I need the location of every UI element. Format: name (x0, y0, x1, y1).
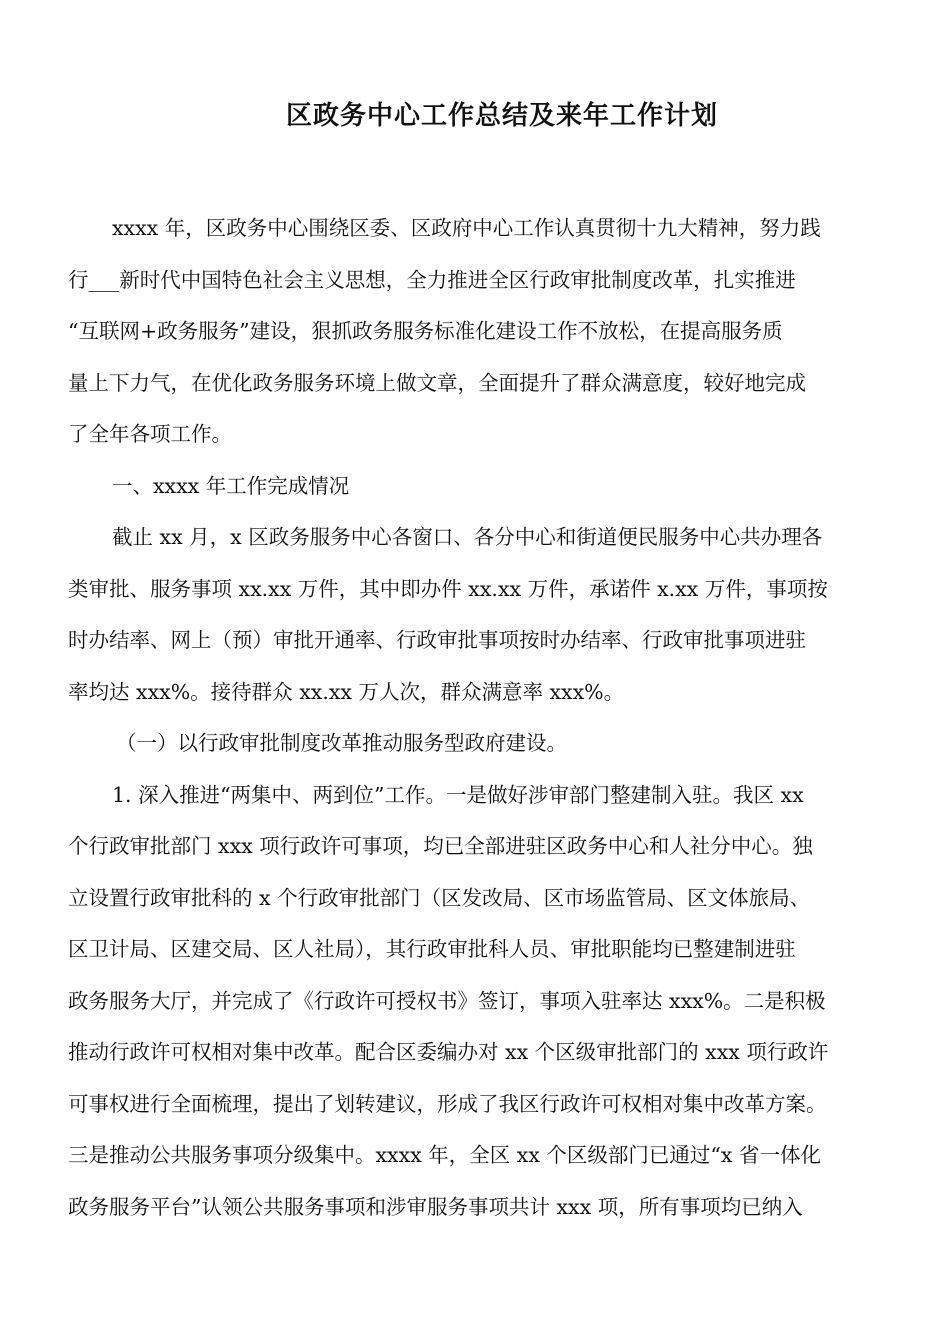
document-title: 区政务中心工作总结及来年工作计划 (285, 101, 718, 131)
paragraph-line: 立设置行政审批科的 x 个行政审批部门（区发改局、区市场监管局、区文体旅局、 (68, 885, 811, 910)
paragraph-line: 1. 深入推进“两集中、两到位”工作。一是做好涉审部门整建制入驻。我区 xx (112, 782, 804, 807)
paragraph-line: 了全年各项工作。 (68, 422, 232, 446)
paragraph-line: 个行政审批部门 xxx 项行政许可事项，均已全部进驻区政务中心和人社分中心。独 (68, 834, 813, 858)
paragraph-line: 可事权进行全面梳理，提出了划转建议，形成了我区行政许可权相对集中改革方案。 (68, 1091, 827, 1116)
paragraph-line: “互联网+政务服务”建设，狠抓政务服务标准化建设工作不放松，在提高服务质 (68, 319, 783, 343)
paragraph-line: 推动行政许可权相对集中改革。配合区委编办对 xx 个区级审批部门的 xxx 项行政许 (68, 1040, 829, 1064)
paragraph-line: 量上下力气，在优化政务服务环境上做文章，全面提升了群众满意度，较好地完成 (68, 370, 806, 395)
paragraph-line: xxxx 年，区政务中心围绕区委、区政府中心工作认真贯彻十九大精神，努力践 (112, 216, 821, 240)
paragraph-line: 政务服务平台”认领公共服务事项和涉审服务事项共计 xxx 项，所有事项均已纳入 (68, 1194, 803, 1219)
paragraph-line: 区卫计局、区建交局、区人社局），其行政审批科人员、审批职能均已整建制进驻 (68, 937, 796, 961)
paragraph-line: 政务服务大厅，并完成了《行政许可授权书》签订，事项入驻率达 xxx%。二是积极 (68, 988, 826, 1013)
paragraph-line: 类审批、服务事项 xx.xx 万件，其中即办件 xx.xx 万件，承诺件 x.xx 万件，事项按 (68, 576, 828, 601)
document-body (68, 207, 888, 1237)
section-heading: 一、xxxx 年工作完成情况 (112, 473, 350, 498)
paragraph-line: 行___新时代中国特色社会主义思想，全力推进全区行政审批制度改革，扎实推进 (68, 267, 796, 292)
paragraph-line: 三是推动公共服务事项分级集中。xxxx 年，全区 xx 个区级部门已通过“x 省一体化 (68, 1143, 821, 1167)
paragraph-line: 时办结率、网上（预）审批开通率、行政审批事项按时办结率、行政审批事项进驻 (68, 628, 806, 652)
paragraph-line: 率均达 xxx%。接待群众 xx.xx 万人次，群众满意率 xxx%。 (68, 679, 625, 704)
paragraph-line: 截止 xx 月，x 区政务服务中心各窗口、各分中心和街道便民服务中心共办理各 (112, 525, 823, 549)
subsection-heading: （一）以行政审批制度改革推动服务型政府建设。 (116, 731, 567, 755)
